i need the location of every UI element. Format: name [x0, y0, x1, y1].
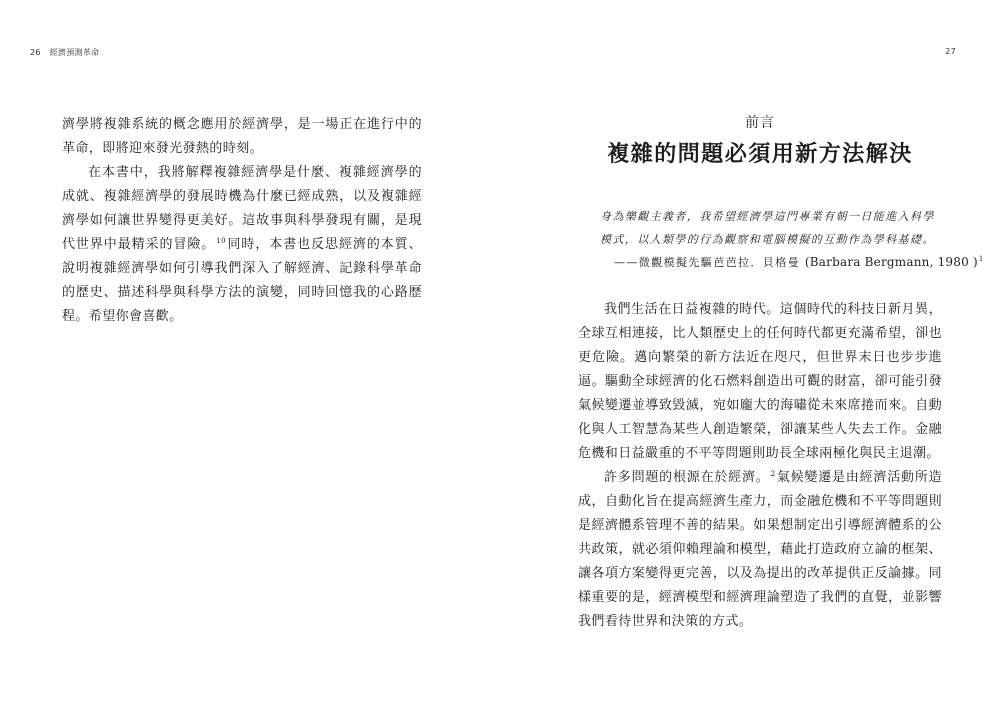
epigraph	[600, 205, 985, 274]
paragraph-continued	[62, 113, 422, 161]
paragraph	[578, 466, 942, 634]
page-number-left: 26	[30, 48, 41, 57]
paragraph	[62, 161, 422, 329]
paragraph-text: 在本書中，我將解釋複雜經濟學是什麼、複雜經濟學的成就、複雜經濟學的發展時機為什麼已經成熟，以及複雜經濟學如何讓世界變得更美好。這故事與科學發現有關，是現代世界中最精采的冒險。	[62, 165, 422, 252]
paragraph-text: 許多問題的根源在於經濟。	[604, 470, 770, 485]
footnote-marker: 10	[216, 236, 226, 245]
footnote-marker: 1	[978, 255, 985, 264]
paragraph-text: 我們生活在日益複雜的時代。這個時代的科技日新月異，全球互相連接，比人類歷史上的任何時代都更充滿希望，卻也更危險。邁向繁榮的新方法近在咫尺，但世界末日也步步進逼。驅動全球經濟的化石燃料創造出可觀的財富，卻可能引發氣候變遷並導致毀滅，宛如龐大的海嘯從未來席捲而來。自動化與人工智慧為某些人創造繁榮，卻讓某些人失去工作。金融危機和日益嚴重的不平等問題則助長全球兩極化與民主退潮。	[578, 302, 942, 461]
paragraph	[578, 298, 942, 466]
paragraph-continued-text: 濟學將複雜系統的概念應用於經濟學，是一場正在進行中的革命，即將迎來發光發熱的時刻。	[62, 117, 422, 156]
epigraph-line: 模式，以人類學的行為觀察和電腦模擬的互動作為學科基礎。	[600, 233, 935, 246]
paragraph-text: 氣候變遷是由經濟活動所造成，自動化旨在提高經濟生產力，而金融危機和不平等問題則是經濟體系管理不善的結果。如果想制定出引導經濟體系的公共政策，就必須仰賴理論和模型，藉此打造政府立論的框架、讓各項方案變得更完善，以及為提出的改革提供正反論據。同樣重要的是，經濟模型和經濟理論塑造了我們的直覺，並影響我們看待世界和決策的方式。	[578, 470, 942, 629]
paragraph-text: 同時，本書也反思經濟的本質、說明複雜經濟學如何引導我們深入了解經濟、記錄科學革命的歷史、描述科學與科學方法的演變，同時回憶我的心路歷程。希望你會喜歡。	[62, 237, 422, 324]
book-title-running-head: 經濟預測革命	[49, 48, 100, 57]
epigraph-line: 身為樂觀主義者，我希望經濟學這門專業有朝一日能進入科學	[600, 210, 935, 223]
chapter-label: 前言	[745, 115, 775, 131]
left-page-body	[62, 113, 422, 329]
page-number-right: 27	[945, 47, 956, 56]
epigraph-attribution	[614, 251, 985, 274]
footnote-marker: 2	[770, 469, 776, 478]
chapter-title: 複雜的問題必須用新方法解決	[607, 141, 913, 167]
running-head-left	[30, 47, 99, 58]
epigraph-attribution-latin: (Barbara Bergmann, 1980 )	[804, 255, 978, 269]
epigraph-attribution-text: ——微觀模擬先驅芭芭拉．貝格曼	[614, 256, 800, 269]
right-page-body	[578, 298, 942, 634]
